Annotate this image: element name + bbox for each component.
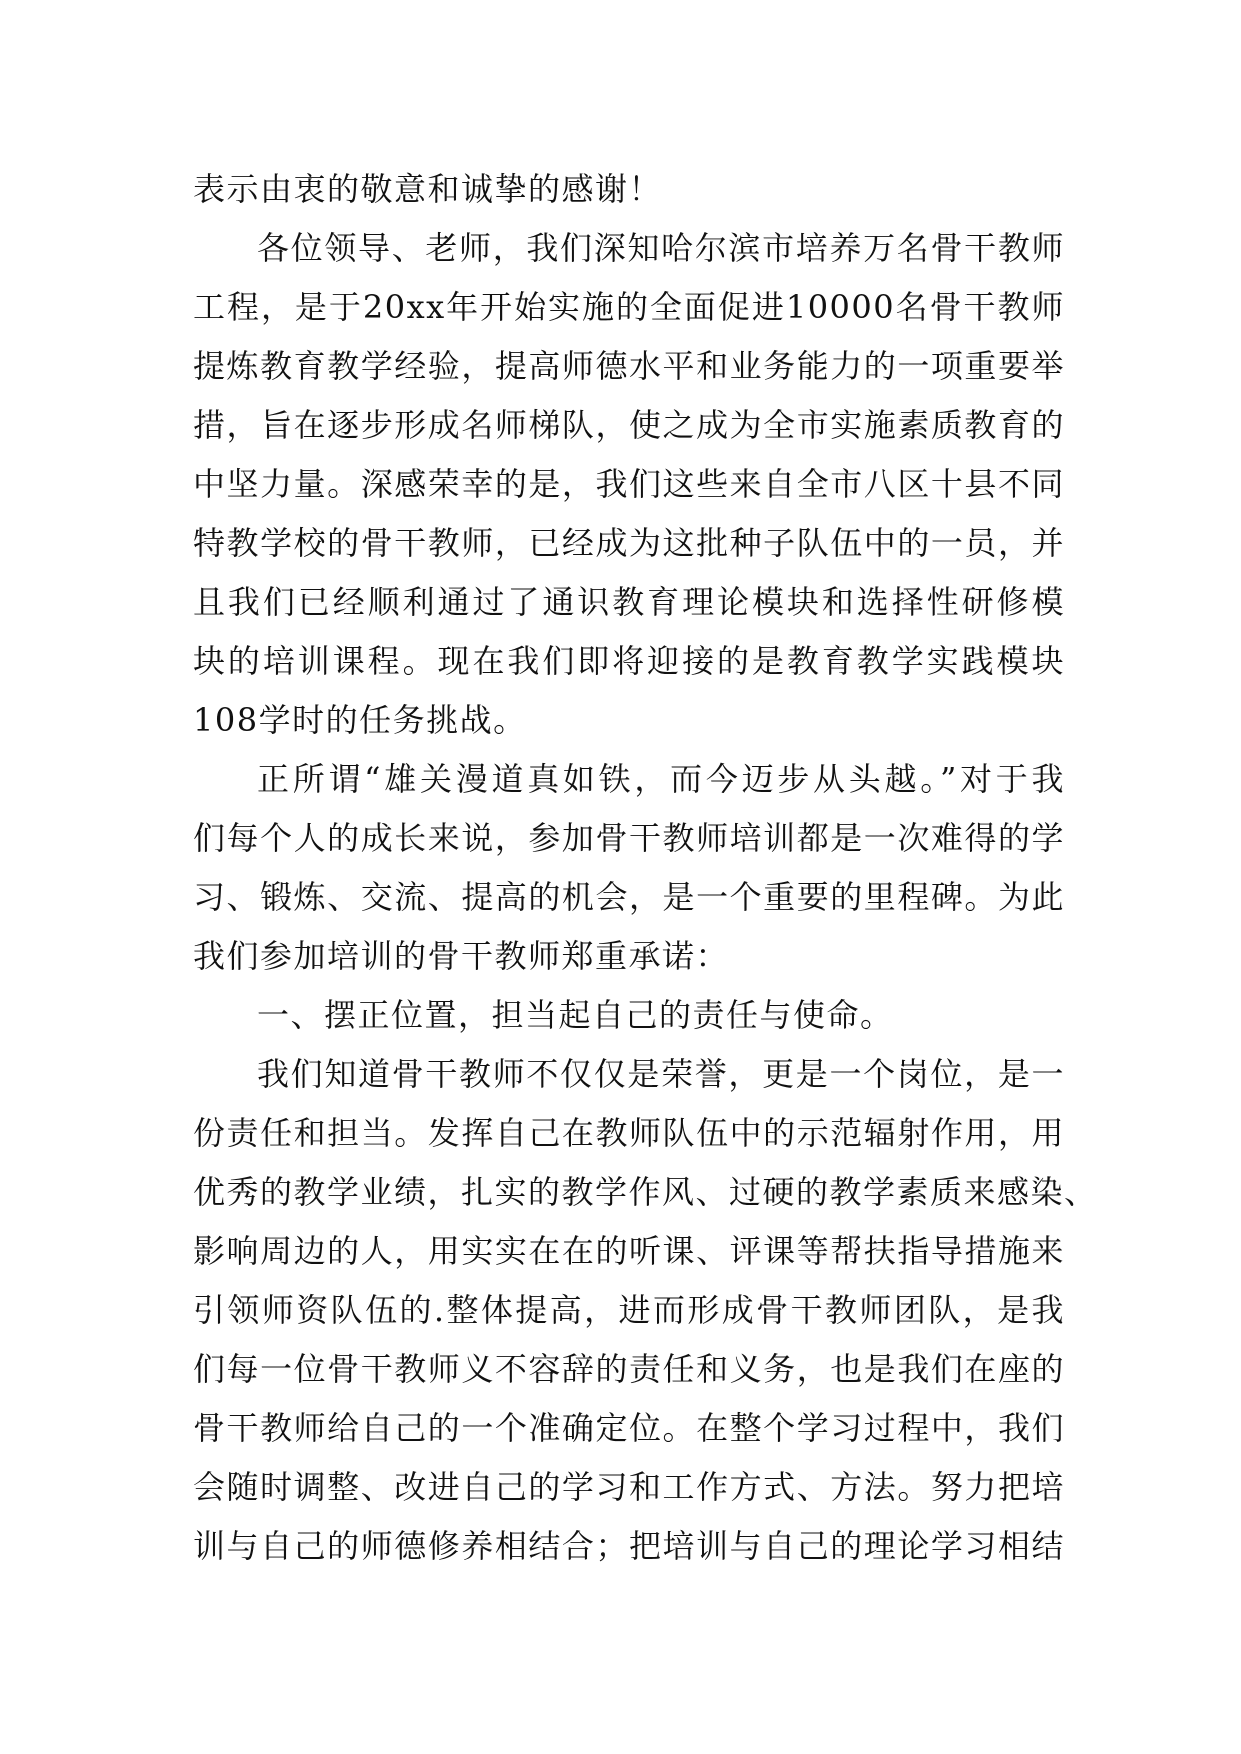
document-body xyxy=(193,160,1098,1576)
text-line: 们每一位骨干教师义不容辞的责任和义务，也是我们在座的 xyxy=(193,1350,1065,1388)
text-line: 块的培训课程。现在我们即将迎接的是教育教学实践模块 xyxy=(193,642,1065,680)
text-line: 且我们已经顺利通过了通识教育理论模块和选择性研修模 xyxy=(193,583,1065,621)
text-line: 习、锻炼、交流、提高的机会，是一个重要的里程碑。为此 xyxy=(193,878,1065,916)
text-line: 正所谓“雄关漫道真如铁，而今迈步从头越。”对于我 xyxy=(257,760,1065,798)
text-line: 骨干教师给自己的一个准确定位。在整个学习过程中，我们 xyxy=(193,1409,1065,1447)
text-line: 工程，是于20xx年开始实施的全面促进10000名骨干教师 xyxy=(193,288,1065,326)
text-line: 各位领导、老师，我们深知哈尔滨市培养万名骨干教师 xyxy=(257,229,1065,267)
text-line: 中坚力量。深感荣幸的是，我们这些来自全市八区十县不同 xyxy=(193,465,1065,503)
text-line: 训与自己的师德修养相结合；把培训与自己的理论学习相结 xyxy=(193,1527,1065,1565)
text-line: 们每个人的成长来说，参加骨干教师培训都是一次难得的学 xyxy=(193,819,1065,857)
text-line: 影响周边的人，用实实在在的听课、评课等帮扶指导措施来 xyxy=(193,1232,1065,1270)
text-line: 提炼教育教学经验，提高师德水平和业务能力的一项重要举 xyxy=(193,347,1065,385)
text-line: 会随时调整、改进自己的学习和工作方式、方法。努力把培 xyxy=(193,1468,1065,1506)
text-line: 措，旨在逐步形成名师梯队，使之成为全市实施素质教育的 xyxy=(193,406,1065,444)
text-line: 我们知道骨干教师不仅仅是荣誉，更是一个岗位，是一 xyxy=(257,1055,1065,1093)
text-line: 我们参加培训的骨干教师郑重承诺： xyxy=(193,937,730,975)
text-line: 引领师资队伍的.整体提高，进而形成骨干教师团队，是我 xyxy=(193,1291,1065,1329)
text-line: 特教学校的骨干教师，已经成为这批种子队伍中的一员，并 xyxy=(193,524,1065,562)
text-line: 表示由衷的敬意和诚挚的感谢！ xyxy=(193,170,663,208)
text-line: 优秀的教学业绩，扎实的教学作风、过硬的教学素质来感染、 xyxy=(193,1173,1098,1211)
text-line: 份责任和担当。发挥自己在教师队伍中的示范辐射作用，用 xyxy=(193,1114,1065,1152)
text-line: 108学时的任务挑战。 xyxy=(193,701,527,739)
section-heading: 一、摆正位置，担当起自己的责任与使命。 xyxy=(257,996,894,1034)
